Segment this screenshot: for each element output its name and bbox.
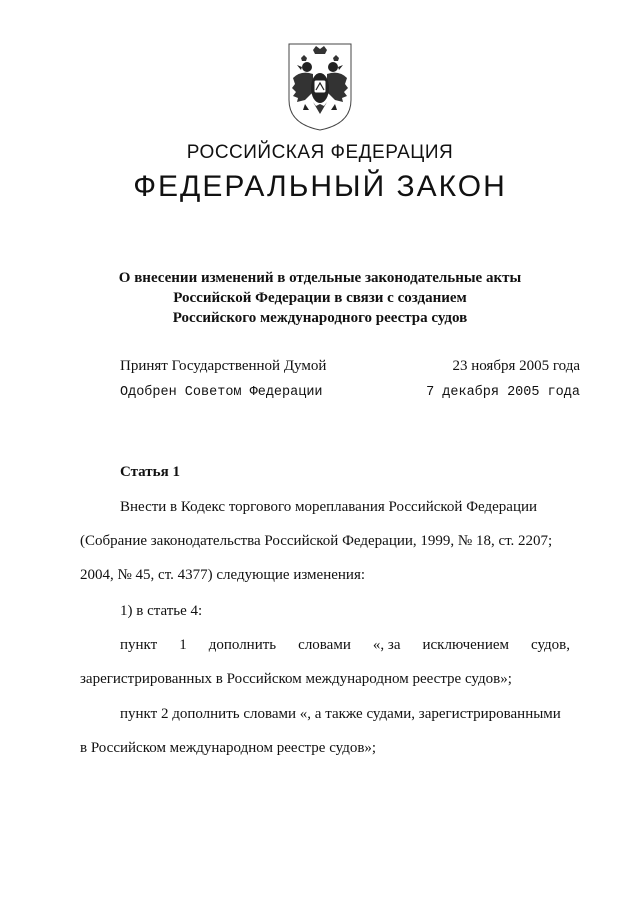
duma-label: Принят Государственной Думой (120, 358, 327, 374)
word: исключением (422, 637, 509, 653)
article-intro-line: Внести в Кодекс торгового мореплавания Российской Федерации (120, 499, 538, 515)
law-title-line: О внесении изменений в отдельные законодательные акты (118, 270, 522, 286)
adoption-duma-row (120, 358, 580, 378)
law-title-line: Российской Федерации в связи с созданием (173, 290, 467, 306)
duma-date: 23 ноября 2005 года (452, 358, 580, 374)
council-label: Одобрен Советом Федерации (120, 385, 323, 400)
adoption-council-row (120, 385, 580, 405)
law-title-line: Российского международного реестра судов (172, 310, 468, 326)
word: словами (298, 637, 351, 653)
council-date: 7 декабря 2005 года (426, 385, 580, 400)
item-1: 1) в статье 4: (120, 603, 203, 619)
word: судов, (531, 637, 570, 653)
article-intro-line: 2004, № 45, ст. 4377) следующие изменения: (80, 567, 366, 583)
word: пункт (120, 637, 158, 653)
point-2-line: в Российском международном реестре судов»; (80, 740, 377, 756)
law-title (0, 268, 640, 328)
country-name: РОССИЙСКАЯ ФЕДЕРАЦИЯ (186, 142, 454, 163)
word: 1 (179, 637, 187, 653)
word: «, за (372, 637, 401, 653)
point-1-line (120, 637, 570, 657)
coat-of-arms-icon (283, 40, 357, 132)
point-2-line: пункт 2 дополнить словами «, а также судами, зарегистрированными (120, 706, 561, 722)
law-type-heading: ФЕДЕРАЛЬНЫЙ ЗАКОН (133, 170, 507, 203)
point-1-line: зарегистрированных в Российском международном реестре судов»; (80, 671, 512, 687)
article-intro-line: (Собрание законодательства Российской Федерации, 1999, № 18, ст. 2207; (80, 533, 553, 549)
article-heading: Статья 1 (120, 464, 180, 480)
word: дополнить (208, 637, 277, 653)
